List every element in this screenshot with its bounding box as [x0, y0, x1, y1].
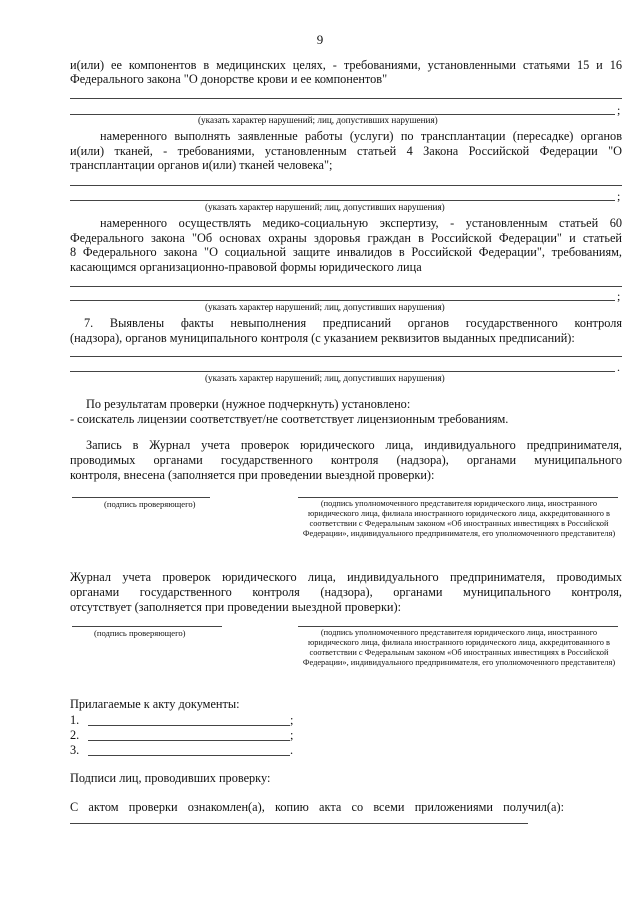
fill-line [70, 286, 622, 287]
attachment-number: 2. [70, 728, 80, 742]
block2-line3: трансплантации органов и(или) тканей человека"; [70, 158, 333, 172]
block4-line2: (надзора), органов муниципального контроля (с указанием реквизитов выданных предписаний): [70, 331, 575, 345]
result-line1: По результатам проверки (нужное подчеркнуть) установлено: [86, 397, 411, 411]
journal-present-line1: Запись в Журнал учета проверок юридического лица, индивидуального предпринимателя, [86, 438, 622, 452]
fill-line [70, 356, 622, 357]
end-mark: ; [617, 289, 621, 303]
block3-line3: 8 Федерального закона "О социальной защите инвалидов в Российской Федерации", требованиям, [70, 245, 622, 259]
fill-line [70, 98, 622, 99]
fill-line [70, 200, 615, 201]
block3-line2: Федерального закона "Об основах охраны здоровья граждан в Российской Федерации" и статьей [70, 231, 622, 245]
block2-caption: (указать характер нарушений; лиц, допустивших нарушения) [205, 202, 445, 212]
page-number: 9 [316, 32, 324, 47]
block1-line2: Федерального закона "О донорстве крови и ее компонентов" [70, 72, 388, 86]
fill-line [70, 185, 622, 186]
end-mark: ; [617, 189, 621, 203]
attachments-title: Прилагаемые к акту документы: [70, 697, 240, 711]
signature-line [298, 626, 618, 627]
attachment-line [88, 755, 290, 756]
signature-line [72, 497, 210, 498]
journal-present-sig-right: (подпись уполномоченного представителя юридического лица, иностранного юридического лица, филиала иностранного юридического лица, аккредитованного в соответствии с Федеральным законом «Об иностранных инвестициях в Российской Федерации», индивидуального предпринимателя, его уполномоченного представителя) [302, 499, 616, 538]
block4-line1: 7. Выявлены факты невыполнения предписаний органов государственного контроля [84, 316, 622, 330]
signatures-title: Подписи лиц, проводивших проверку: [70, 771, 271, 785]
fill-line [70, 300, 615, 301]
signature-line [72, 626, 222, 627]
attachment-number: 1. [70, 713, 80, 727]
journal-absent-line3: отсутствует (заполняется при проведении выездной проверки): [70, 600, 402, 614]
journal-present-line2: проводимых органами государственного контроля (надзора), органами муниципального [70, 453, 622, 467]
end-mark: ; [617, 103, 621, 117]
block3-caption: (указать характер нарушений; лиц, допустивших нарушения) [205, 302, 445, 312]
fill-line [70, 371, 615, 372]
result-line2: - соискатель лицензии соответствует/не соответствует лицензионным требованиям. [70, 412, 509, 426]
journal-present-line3: контроля, внесена (заполняется при проведении выездной проверки): [70, 468, 435, 482]
block3-line1: намеренного осуществлять медико-социальную экспертизу, - установленным статьей 60 [100, 216, 622, 230]
end-mark: . [617, 360, 620, 374]
journal-absent-sig-left: (подпись проверяющего) [94, 628, 186, 638]
block2-line1: намеренного выполнять заявленные работы (услуги) по трансплантации (пересадке) органов [100, 129, 622, 143]
acknowledge-text: С актом проверки ознакомлен(а), копию акта со всеми приложениями получил(а): [70, 800, 564, 814]
signature-line [298, 497, 618, 498]
attachment-line [88, 725, 290, 726]
journal-absent-line2: органами государственного контроля (надзора), органами муниципального контроля, [70, 585, 622, 599]
block2-line2: и(или) тканей, - требованиями, установленным статьей 4 Закона Российской Федерации "О [70, 144, 622, 158]
attachment-line [88, 740, 290, 741]
journal-absent-line1: Журнал учета проверок юридического лица, индивидуального предпринимателя, проводимых [70, 570, 622, 584]
block3-line4: касающимся организационно-правовой формы юридического лица [70, 260, 422, 274]
block1-line1: и(или) ее компонентов в медицинских целях, - требованиями, установленными статьями 15 и 16 [70, 58, 622, 72]
journal-absent-sig-right: (подпись уполномоченного представителя юридического лица, иностранного юридического лица, филиала иностранного юридического лица, аккредитованного в соответствии с Федеральным законом «Об иностранных инвестициях в Российской Федерации», индивидуального предпринимателя, его уполномоченного представителя) [302, 628, 616, 667]
journal-present-sig-left: (подпись проверяющего) [104, 499, 196, 509]
attachment-end: . [290, 743, 294, 757]
attachment-end: ; [290, 713, 294, 727]
fill-line [70, 823, 528, 824]
attachment-number: 3. [70, 743, 80, 757]
attachment-end: ; [290, 728, 294, 742]
block4-caption: (указать характер нарушений; лиц, допустивших нарушения) [205, 373, 445, 383]
block1-caption: (указать характер нарушений; лиц, допустивших нарушения) [198, 115, 438, 125]
